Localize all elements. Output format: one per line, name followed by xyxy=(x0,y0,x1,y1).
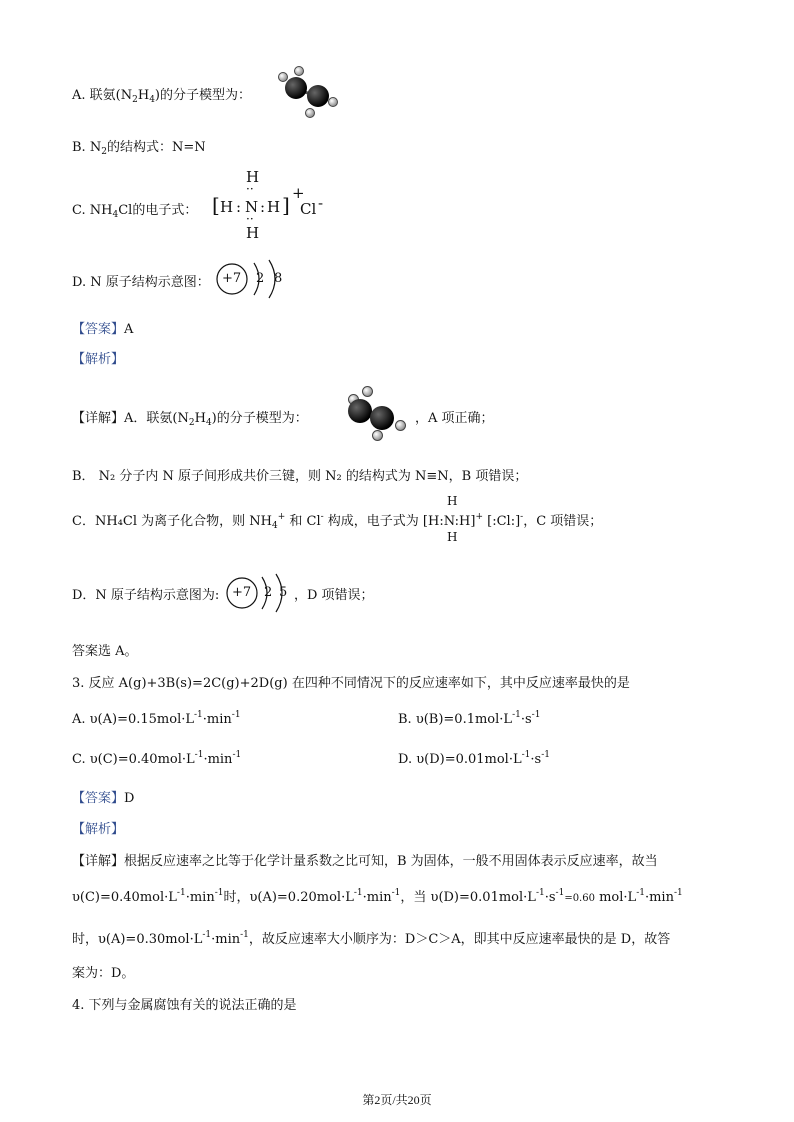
hydrogen-atom xyxy=(328,97,338,107)
detail-c-h-top: H xyxy=(447,494,458,508)
detail-c-h-bottom: H xyxy=(447,530,458,544)
detail-b: B． N₂ 分子内 N 原子间形成共价三键，则 N₂ 的结构式为 N≡N，B 项错误； xyxy=(72,469,528,484)
nitrogen-atom xyxy=(348,399,372,423)
detail-3-line-1: 【详解】根据反应速率之比等于化学计量系数之比可知，B 为固体，一般不用固体表示反应速率，故当 xyxy=(72,854,658,869)
nh4cl-electron-formula: H ·· [ H : N : H ] + Cl - ·· H xyxy=(212,168,324,242)
answer-block: 【答案】A xyxy=(72,322,134,337)
option-d: D. N 原子结构示意图： xyxy=(72,275,210,290)
hydrazine-model-image-2 xyxy=(340,384,415,444)
detail-d: D．N 原子结构示意图为: xyxy=(72,588,220,603)
atom-structure-diagram-2: +7 2 5 xyxy=(224,572,296,614)
detail-3-line-3: 时，$\upsilon(A)=0.30mol\cdot L^{-1}\cdot\min^{-1}$，故反应速率大小顺序为：D＞C＞A，即其中反应速率最快的是 D，故答 xyxy=(72,930,671,947)
page-footer: 第2页/共20页 xyxy=(362,1093,432,1107)
q3-option-a: A. $\upsilon(A)=0.15mol\cdot L^{-1}\cdot\min^{-1}$ xyxy=(72,710,241,727)
q3-option-c: C. $\upsilon(C)=0.40mol\cdot L^{-1}\cdot\min^{-1}$ xyxy=(72,750,242,767)
analysis-heading: 【解析】 xyxy=(72,352,125,367)
q3-option-d: D. $\upsilon(D)=0.01mol\cdot L^{-1}\cdot s^{-1}$ xyxy=(398,750,550,767)
nitrogen-atom xyxy=(370,406,394,430)
nitrogen-atom xyxy=(307,85,329,107)
option-c: C. $NH_4Cl$的电子式： xyxy=(72,203,198,220)
hydrogen-atom xyxy=(372,430,383,441)
q3-option-b: B. $\upsilon(B)=0.1mol\cdot L^{-1}\cdot s^{-1}$ xyxy=(398,710,541,727)
question-4-stem: 4. 下列与金属腐蚀有关的说法正确的是 xyxy=(72,998,297,1013)
question-3-stem: 3. 反应 A(g)+3B(s)=2C(g)+2D(g) 在四种不同情况下的反应速率如下，其中反应速率最快的是 xyxy=(72,676,630,691)
hydrogen-atom xyxy=(395,420,406,431)
detail-3-line-2: $\upsilon(C)=0.40mol\cdot L^{-1}\cdot\min^{-1}$时，$\upsilon(A)=0.20mol\cdot L^{-1}\cdot\min^{-1}$，当 $\upsilon(D)=0.01mol\cdot L^{-1}\cdot s^{-1}=0.60$ $mol\cdot L^{-1}\cdot\min^{-1}$ xyxy=(72,888,683,905)
option-a: A. 联氨$(N_2H_4)$的分子模型为： xyxy=(72,88,251,105)
detail-a-tail: ，A 项正确； xyxy=(415,411,494,426)
detail-a: 【详解】A．联氨$(N_2H_4)$的分子模型为： xyxy=(72,411,308,428)
analysis-heading-3: 【解析】 xyxy=(72,822,125,837)
nitrogen-atom xyxy=(285,77,307,99)
option-b: B. $N_2$的结构式：N=N xyxy=(72,140,206,157)
hydrogen-atom xyxy=(294,66,304,76)
hydrogen-atom xyxy=(305,108,315,118)
hydrazine-model-image xyxy=(270,66,345,121)
detail-3-line-4: 案为：D。 xyxy=(72,966,135,981)
detail-c: C．NH₄Cl 为离子化合物，则 $NH_4^+$ 和 Cl- 构成，电子式为 [H:N:H]+ [:Cl:]-，C 项错误； xyxy=(72,512,603,531)
answer-block-3: 【答案】D xyxy=(72,791,135,806)
atom-structure-diagram: +7 2 8 xyxy=(214,258,294,300)
detail-d-tail: ，D 项错误； xyxy=(294,588,374,603)
conclusion-1: 答案选 A。 xyxy=(72,644,138,659)
hydrogen-atom xyxy=(362,386,373,397)
